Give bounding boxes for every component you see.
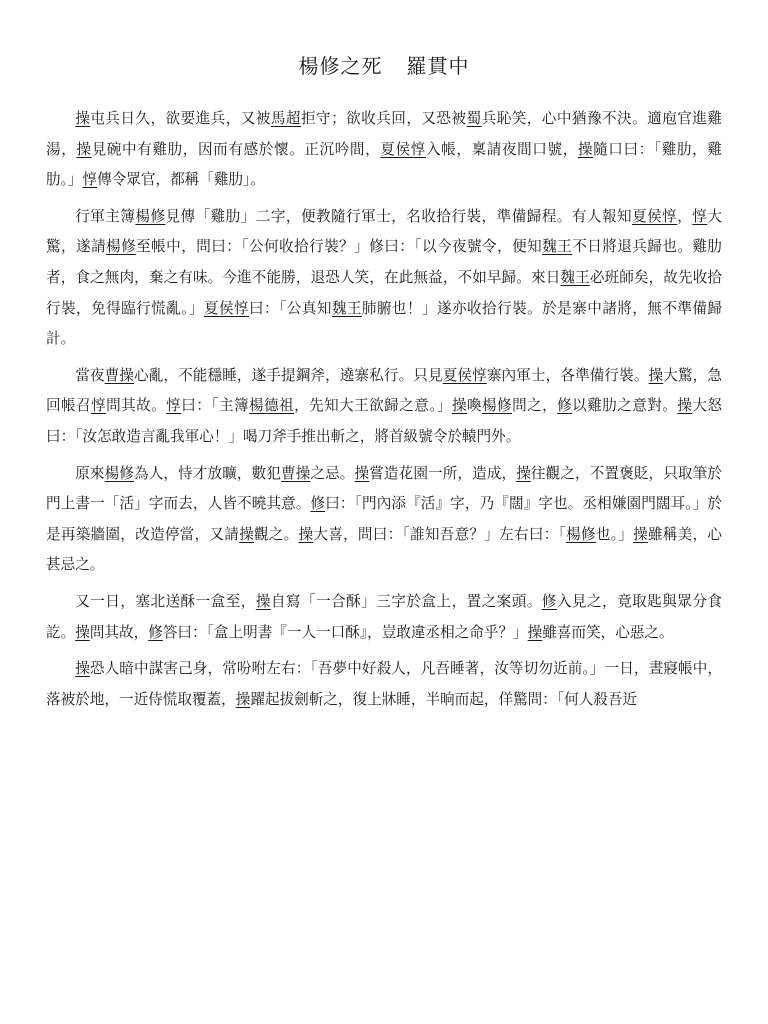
text-run: 往觀之，不置褒貶，只取筆於門上書一「活」字而去，人皆不曉其意。 [46,464,722,513]
paragraph [46,654,722,715]
underlined-name: 操 [75,623,90,641]
underlined-name: 馬超 [270,110,301,127]
text-run: 傳令眾官，都稱「雞肋」。 [97,171,265,189]
underlined-name: 楊德祖 [249,397,295,415]
text-run: 當夜 [75,366,105,384]
paragraph [46,104,722,196]
underlined-name: 操 [76,140,92,158]
document-body [46,104,722,715]
text-run: 又一日，塞北送酥一盒至， [75,592,256,610]
underlined-name: 操 [75,110,91,127]
underlined-name: 夏侯惇 [380,140,426,158]
paragraph [46,202,722,355]
underlined-name: 操 [255,592,271,610]
underlined-name: 惇 [91,397,107,415]
underlined-name: 操 [527,623,543,641]
text-run: 自寫「一合酥」三字於盒上，置之案頭。 [270,592,542,610]
text-run: 大驚，急回帳召 [46,366,722,415]
underlined-name: 夏侯惇 [203,299,250,317]
underlined-name: 楊修 [104,464,134,482]
underlined-name: 楊修 [106,238,137,256]
text-run: 問之， [512,397,558,415]
underlined-name: 惇 [82,171,98,189]
underlined-name: 魏王 [542,238,573,256]
underlined-name: 操 [516,464,531,482]
text-run: ， [677,207,693,225]
text-run: 以雞肋之意對。 [572,397,678,415]
underlined-name: 楊修 [566,525,596,543]
underlined-name: 魏王 [560,268,590,286]
text-run: 為人，恃才放曠，數犯 [134,464,281,482]
text-run: 躍起拔劍斬之，復上牀睡，半晌而起，佯驚問：「何人殺吾近 [250,690,638,708]
underlined-name: 修 [310,495,326,513]
paragraph [46,587,722,648]
underlined-name: 操 [354,464,370,482]
underlined-name: 夏侯惇 [442,366,487,384]
text-run: 雖喜而笑，心惡之。 [542,623,674,641]
underlined-name: 操 [239,525,254,543]
underlined-name: 操 [298,525,314,543]
text-run: 入見之，竟取匙與眾分食訖。 [46,592,722,641]
underlined-name: 操 [577,140,594,158]
text-run: 見傳「雞肋」二字，便教隨行軍士，名收拾行裝，準備歸程。有人報知 [165,207,633,225]
underlined-name: 操 [235,690,251,708]
text-run: 也。」 [595,525,634,543]
underlined-name: 楊修 [482,397,513,415]
underlined-name: 夏侯惇 [632,207,678,225]
text-run: 喚 [467,397,483,415]
text-run: 心亂，不能穩睡，遂手提鋼斧，遶寨私行。只見 [134,366,443,384]
underlined-name: 修 [541,592,557,610]
underlined-name: 操 [648,366,664,384]
text-run: 大驚，遂請 [46,207,722,256]
text-run: 雖稱美，心甚忌之。 [46,525,722,574]
underlined-name: 操 [451,397,467,415]
text-run: 兵恥笑，心中猶豫不決。適庖官進雞湯， [46,110,722,158]
text-run: 不日將退兵歸也。雞肋者，食之無肉，棄之有味。今進不能勝，退恐人笑，在此無益，不如早歸。來日 [46,238,722,286]
text-run: 肺腑也！」遂亦收拾行裝。於是寨中諸將，無不準備歸計。 [46,299,722,348]
text-run: 寨內軍士，各準備行裝。 [486,366,649,384]
text-run: 曰：「主簿 [181,397,249,415]
paragraph [46,459,722,581]
underlined-name: 曹操 [104,366,134,384]
underlined-name: 楊修 [135,207,166,225]
text-run: 大喜，問曰：「誰知吾意？」左右曰：「 [313,525,567,543]
text-run: 屯兵日久，欲要進兵，又被 [90,110,271,127]
text-run: 恐人暗中謀害己身，常吩咐左右：「吾夢中好殺人，凡吾睡著，汝等切勿近前。」一日，晝寢帳中，落被於地，一近侍慌取覆蓋， [46,660,722,708]
text-run: 原來 [75,464,105,482]
underlined-name: 蜀 [466,110,482,127]
text-run: 觀之。 [253,525,299,543]
author-name: 羅貫中 [406,54,470,78]
underlined-name: 操 [677,397,693,415]
document-title [46,52,722,80]
text-run: 大怒曰：「汝怎敢造言亂我軍心！」喝刀斧手推出斬之，將首級號令於轅門外。 [46,397,722,445]
text-run: 至帳中，問曰：「公何收拾行裝？」修曰：「以今夜號令，便知 [136,238,543,256]
text-run: 必班師矣，故先收拾行裝，免得臨行慌亂。」 [46,268,722,317]
text-run: 曰：「門內添『活』字，乃『闊』字也。丞相嫌園門闊耳。」於是再築牆圍，改造停當，又請 [46,495,722,543]
text-run: 問其故， [89,623,149,641]
text-run: 見碗中有雞肋，因而有感於懷。正沉吟間， [91,140,381,158]
underlined-name: 操 [75,660,90,678]
underlined-name: 修 [557,397,573,415]
underlined-name: 惇 [692,207,708,225]
underlined-name: 曹操 [281,464,311,482]
title-text: 楊修之死 [298,54,383,78]
text-run: 拒守；欲收兵回，又恐被 [300,110,467,127]
text-run: 入帳，稟請夜間口號， [425,140,578,158]
text-run: 之忌。 [310,464,355,482]
text-run: ，先知大王欲歸之意。」 [294,397,452,415]
text-run: 曰：「公真知 [249,299,332,317]
text-run: 隨口曰：「雞肋，雞肋。」 [46,140,722,189]
text-run: 問其故。 [106,397,167,415]
underlined-name: 操 [633,525,648,543]
text-run: 嘗造花園一所，造成， [369,464,517,482]
text-run: 行軍主簿 [75,207,136,225]
underlined-name: 魏王 [331,299,362,317]
text-run: 答曰：「盒上明書『一人一口酥』，豈敢違丞相之命乎？」 [162,623,528,641]
underlined-name: 修 [148,623,163,641]
underlined-name: 惇 [166,397,182,415]
paragraph [46,361,722,453]
